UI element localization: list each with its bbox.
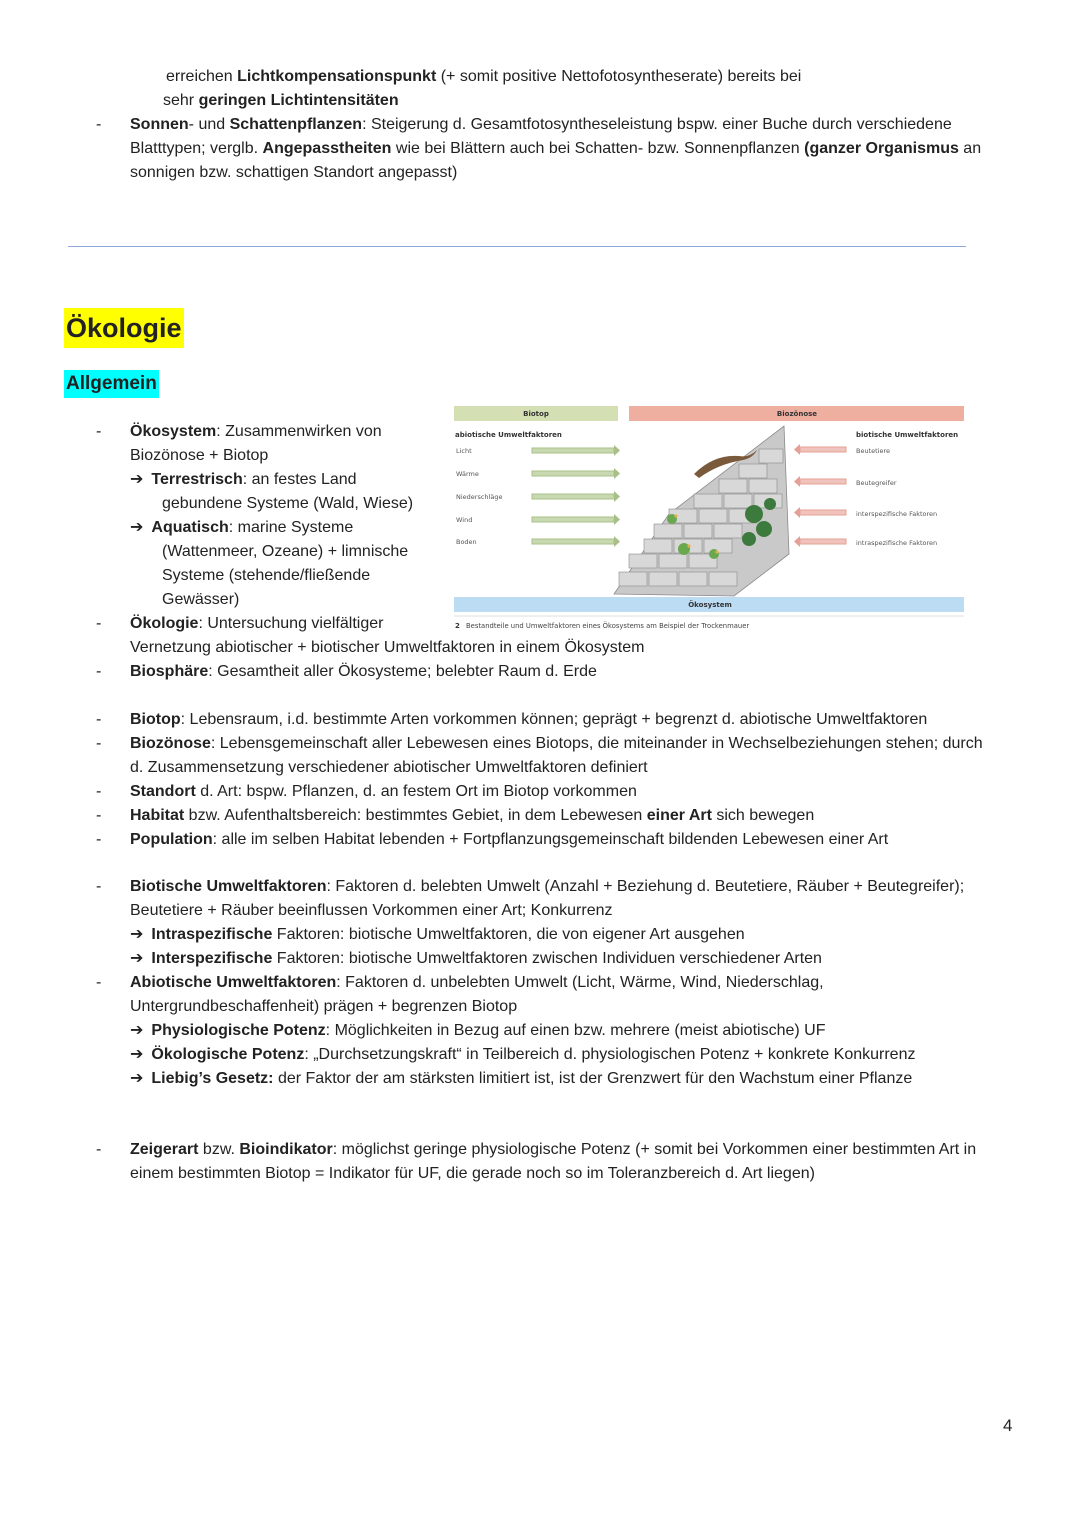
biozoenose-def-2: d. Zusammensetzung verschiedener abiotischer Umweltfaktoren definiert (130, 759, 648, 776)
abiotic-title: abiotische Umweltfaktoren (455, 431, 562, 439)
arrow-left (794, 507, 846, 518)
abiotic-factors-def-1: Abiotische Umweltfaktoren: Faktoren d. unbelebten Umwelt (Licht, Wärme, Wind, Niederschlag, (130, 974, 824, 991)
bullet-dash: - (96, 974, 102, 991)
biotic-factors-def-1: Biotische Umweltfaktoren: Faktoren d. belebten Umwelt (Anzahl + Beziehung d. Beutetiere, Räuber + Beutegreifer); (130, 878, 965, 895)
oekologische-potenz-line: ➔ Ökologische Potenz: „Durchsetzungskraft“ in Teilbereich d. physiologischen Potenz + konkrete Konkurrenz (130, 1046, 916, 1063)
biotic-interspezifisch: interspezifische Faktoren (856, 510, 938, 518)
arrow-icon: ➔ (130, 519, 144, 536)
biotic-beutegreifer: Beutegreifer (856, 479, 897, 487)
biotic-beutetiere: Beutetiere (856, 447, 891, 455)
standort-def: Standort d. Art: bspw. Pflanzen, d. an festem Ort im Biotop vorkommen (130, 783, 637, 800)
oekosystem-label: Ökosystem (688, 601, 732, 609)
bullet-dash: - (96, 711, 102, 728)
oekologie-def-1: Ökologie: Untersuchung vielfältiger (130, 615, 384, 632)
physiologische-potenz-line: ➔ Physiologische Potenz: Möglichkeiten in Bezug auf einen bzw. mehrere (meist abiotische) UF (130, 1022, 826, 1039)
cont-line-2: sehr geringen Lichtintensitäten (163, 92, 399, 109)
sonnen-schatten-line-3: sonnigen bzw. schattigen Standort angepasst) (130, 164, 458, 181)
section-divider (68, 246, 966, 247)
caption-number: 2 (455, 622, 460, 630)
arrow-right (532, 468, 620, 479)
sonnen-schatten-line-1: Sonnen- und Schattenpflanzen: Steigerung d. Gesamtfotosyntheseleistung bspw. einer Buche durch verschiedene (130, 116, 952, 133)
arrow-icon: ➔ (130, 1022, 144, 1039)
arrow-right (532, 491, 620, 502)
biotic-title: biotische Umweltfaktoren (856, 431, 959, 439)
bullet-dash: - (96, 807, 102, 824)
abiotic-arrows (532, 445, 620, 547)
biozoenose-def-1: Biozönose: Lebensgemeinschaft aller Lebewesen eines Biotops, die miteinander in Wechselbeziehungen stehen; durch (130, 735, 983, 752)
biotic-factors-def-2: Beutetiere + Räuber beeinflussen Vorkommen einer Art; Konkurrenz (130, 902, 613, 919)
liebig-line: ➔ Liebig’s Gesetz: der Faktor der am stärksten limitiert ist, ist der Grenzwert für den Wachstum einer Pflanze (130, 1070, 913, 1087)
bullet-dash: - (96, 663, 102, 680)
dry-stone-wall-illustration (614, 426, 789, 596)
biotop-def: Biotop: Lebensraum, i.d. bestimmte Arten vorkommen können; geprägt + begrenzt d. abiotische Umweltfaktoren (130, 711, 928, 728)
arrow-icon: ➔ (130, 950, 144, 967)
oekosystem-def-2: Biozönose + Biotop (130, 447, 269, 464)
bullet-dash: - (96, 878, 102, 895)
arrow-icon: ➔ (130, 926, 144, 943)
bullet-dash: - (96, 615, 102, 632)
sonnen-schatten-line-2: Blatttypen; verglb. Angepasstheiten wie bei Blättern auch bei Schatten- bzw. Sonnenpflanzen (ganzer Organismus an (130, 140, 982, 157)
aquatisch-line-1: ➔ Aquatisch: marine Systeme (130, 519, 354, 536)
heading-oekologie: Ökologie (64, 308, 184, 348)
abiotic-niederschlaege: Niederschläge (456, 493, 503, 501)
arrow-right (532, 536, 620, 547)
abiotic-factors-def-2: Untergrundbeschaffenheit) prägen + begrenzen Biotop (130, 998, 518, 1015)
aquatisch-line-3: Systeme (stehende/fließende (162, 567, 371, 584)
habitat-def: Habitat bzw. Aufenthaltsbereich: bestimmtes Gebiet, in dem Lebewesen einer Art sich bewegen (130, 807, 815, 824)
intraspezifisch-line: ➔ Intraspezifische Faktoren: biotische Umweltfaktoren, die von eigener Art ausgehen (130, 926, 745, 943)
arrow-left (794, 444, 846, 455)
bullet-dash: - (96, 735, 102, 752)
arrow-icon: ➔ (130, 1046, 144, 1063)
bullet-dash: - (96, 423, 102, 440)
aquatisch-line-4: Gewässer) (162, 591, 240, 608)
bullet-dash: - (96, 831, 102, 848)
terrestrisch-line-2: gebundene Systeme (Wald, Wiese) (162, 495, 414, 512)
biotic-intraspezifisch: intraspezifische Faktoren (856, 539, 938, 547)
subheading-allgemein: Allgemein (64, 370, 159, 398)
arrow-right (532, 445, 620, 456)
abiotic-licht: Licht (456, 447, 472, 455)
biozoenose-label: Biozönose (776, 410, 818, 418)
arrow-left (794, 536, 846, 547)
biotop-label: Biotop (523, 410, 549, 418)
bullet-dash: - (96, 1141, 102, 1158)
biosphaere-def: Biosphäre: Gesamtheit aller Ökosysteme; belebter Raum d. Erde (130, 663, 597, 680)
zeigerart-def-2: einem bestimmten Biotop = Indikator für UF, die gerade noch so im Toleranzbereich d. Art liegen) (130, 1165, 815, 1182)
zeigerart-def-1: Zeigerart bzw. Bioindikator: möglichst geringe physiologische Potenz (+ somit bei Vorkommen einer bestimmten Art in (130, 1141, 977, 1158)
abiotic-waerme: Wärme (456, 470, 479, 478)
bullet-dash: - (96, 116, 102, 133)
page-number: 4 (1003, 1416, 1013, 1435)
abiotic-boden: Boden (456, 538, 477, 546)
ecosystem-figure (454, 404, 966, 636)
arrow-left (794, 476, 846, 487)
terrestrisch-line-1: ➔ Terrestrisch: an festes Land (130, 471, 357, 488)
bullet-dash: - (96, 783, 102, 800)
arrow-icon: ➔ (130, 471, 144, 488)
population-def: Population: alle im selben Habitat lebenden + Fortpflanzungsgemeinschaft bildenden Lebewesen einer Art (130, 831, 889, 848)
aquatisch-line-2: (Wattenmeer, Ozeane) + limnische (162, 543, 409, 560)
oekologie-def-2: Vernetzung abiotischer + biotischer Umweltfaktoren in einem Ökosystem (130, 639, 645, 656)
oekosystem-def-1: Ökosystem: Zusammenwirken von (130, 423, 382, 440)
figure-caption: Bestandteile und Umweltfaktoren eines Ökosystems am Beispiel der Trockenmauer (466, 622, 750, 630)
interspezifisch-line: ➔ Interspezifische Faktoren: biotische Umweltfaktoren zwischen Individuen verschiedener Arten (130, 950, 822, 967)
arrow-icon: ➔ (130, 1070, 144, 1087)
abiotic-wind: Wind (456, 516, 473, 524)
cont-line-1: erreichen Lichtkompensationspunkt (+ somit positive Nettofotosyntheserate) bereits bei (166, 68, 802, 85)
biotic-arrows (794, 444, 846, 547)
arrow-right (532, 514, 620, 525)
